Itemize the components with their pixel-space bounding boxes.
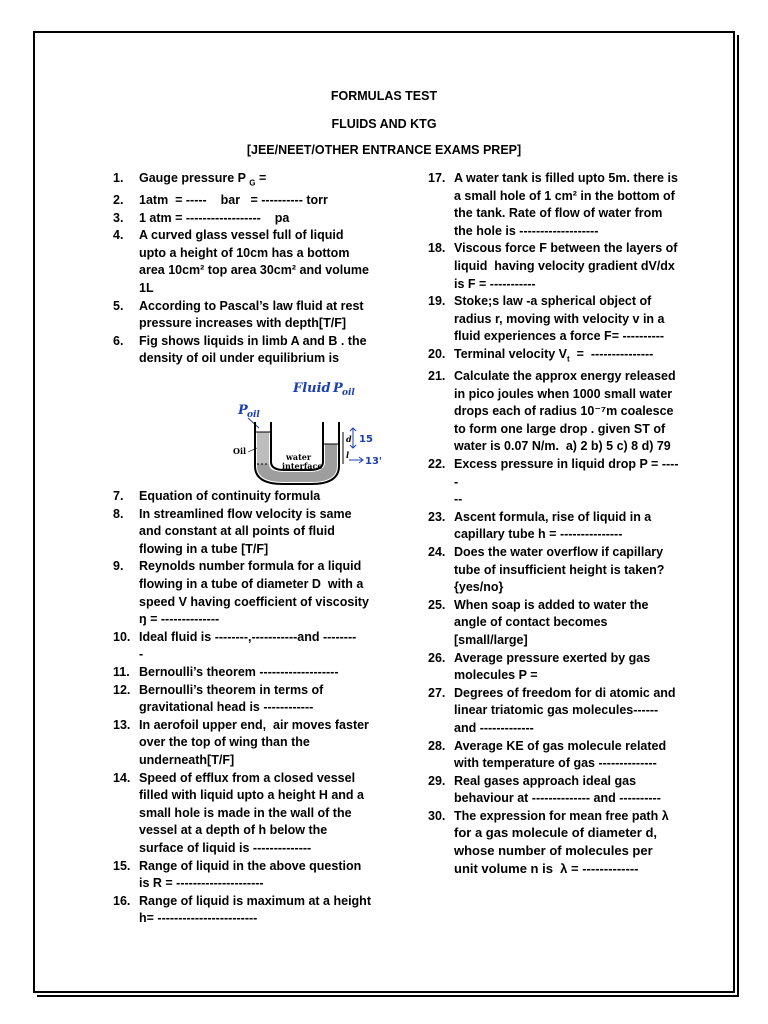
question-28 bbox=[428, 738, 680, 773]
question-4 bbox=[113, 227, 373, 297]
question-number: 10. bbox=[113, 629, 131, 644]
question-29 bbox=[428, 773, 680, 808]
test-subtitle: FLUIDS AND KTG bbox=[331, 117, 437, 131]
question-text: Range of liquid in the above question is R = --------------------- bbox=[139, 858, 365, 891]
question-8 bbox=[113, 506, 373, 559]
question-number: 26. bbox=[428, 650, 446, 665]
question-text: Real gases approach ideal gas behaviour at -------------- and ---------- bbox=[454, 773, 661, 806]
poil-top-sub: oil bbox=[342, 388, 355, 399]
question-text: Viscous force F between the layers of liquid having velocity gradient dV/dx is F = ----------- bbox=[454, 241, 681, 291]
question-number: 16. bbox=[113, 893, 131, 908]
question-18 bbox=[428, 240, 680, 293]
question-text: Bernoulli’s theorem ------------------- bbox=[139, 664, 339, 679]
question-number: 15. bbox=[113, 858, 131, 873]
question-number: 7. bbox=[113, 489, 124, 504]
question-text: Equation of continuity formula bbox=[139, 489, 321, 504]
question-number: 20. bbox=[428, 346, 446, 361]
question-17 bbox=[428, 170, 680, 240]
test-title: FORMULAS TEST bbox=[330, 89, 438, 103]
question-23 bbox=[428, 509, 680, 544]
question-text: Average KE of gas molecule related with temperature of gas -------------- bbox=[454, 738, 670, 771]
question-26 bbox=[428, 650, 680, 685]
question-30-tail: for a gas molecule of diameter d, whose number of molecules per unit volume n is λ = ------------- bbox=[454, 825, 661, 876]
question-20 bbox=[428, 346, 680, 368]
question-text: Range of liquid is maximum at a height h= ------------------------ bbox=[139, 893, 375, 926]
question-number: 19. bbox=[428, 294, 446, 309]
question-24 bbox=[428, 544, 680, 597]
question-number: 25. bbox=[428, 597, 446, 612]
oil-column bbox=[257, 432, 269, 464]
question-19 bbox=[428, 293, 680, 346]
question-text: The expression for mean free path λ for a gas molecule of diameter d, whose number of molecules per unit volume n is λ = ------------- bbox=[454, 808, 669, 876]
question-text: Gauge pressure P $_G$ = bbox=[139, 171, 267, 188]
question-1 bbox=[113, 170, 373, 192]
question-13 bbox=[113, 717, 373, 770]
question-14 bbox=[113, 770, 373, 858]
dim-15-label: 15 bbox=[359, 434, 373, 446]
question-text: A curved glass vessel full of liquid upto a height of 10cm has a bottom area 10cm² top area 30cm² and volume 1L bbox=[139, 228, 373, 296]
question-number: 2. bbox=[113, 193, 124, 208]
water-label: water bbox=[286, 452, 312, 463]
left-question-column bbox=[113, 170, 382, 928]
poil-top-label: P bbox=[333, 381, 343, 397]
question-text: Excess pressure in liquid drop P = ----- -- bbox=[454, 457, 679, 507]
interface-label: interface bbox=[282, 461, 323, 472]
question-number: 5. bbox=[113, 298, 124, 313]
question-text: When soap is added to water the angle of contact becomes [small/large] bbox=[454, 597, 652, 647]
question-text: Bernoulli’s theorem in terms of gravitational head is ------------ bbox=[139, 682, 327, 715]
question-text: In streamlined flow velocity is same and constant at all points of fluid flowing in a tube [T/F] bbox=[139, 506, 356, 556]
question-number: 27. bbox=[428, 685, 446, 700]
question-number: 9. bbox=[113, 559, 124, 574]
question-text: Stoke;s law -a spherical object of radius r, moving with velocity v in a fluid experiences a force F= ---------- bbox=[454, 294, 668, 344]
question-text: Degrees of freedom for di atomic and linear triatomic gas molecules------ and ------------- bbox=[454, 685, 680, 735]
question-15 bbox=[113, 858, 373, 893]
exam-tag: [JEE/NEET/OTHER ENTRANCE EXAMS PREP] bbox=[246, 143, 522, 157]
poil-left-label: P bbox=[238, 403, 248, 419]
question-number: 14. bbox=[113, 770, 131, 785]
question-text: 1atm = ----- bar = ---------- torr bbox=[139, 193, 328, 208]
question-number: 3. bbox=[113, 210, 124, 225]
question-text: Speed of efflux from a closed vessel filled with liquid upto a height H and a small hole is made in the wall of the vessel at a depth of h below the surface of liquid is -------------- bbox=[139, 770, 368, 855]
question-12 bbox=[113, 682, 373, 717]
oil-label: Oil bbox=[233, 446, 247, 457]
question-3 bbox=[113, 210, 373, 228]
poil-left-sub: oil bbox=[247, 410, 260, 421]
question-text: In aerofoil upper end, air moves faster over the top of wing than the underneath[T/F] bbox=[139, 717, 373, 767]
question-text: Calculate the approx energy released in pico joules when 1000 small water drops each of radius 10⁻⁷m coalesce to form one large drop . given ST of water is 0.07 N/m. a) 2 b) 5 c) 8 d) 79 bbox=[454, 369, 680, 454]
question-10 bbox=[113, 629, 373, 664]
d-label: d bbox=[346, 434, 352, 445]
question-number: 8. bbox=[113, 506, 124, 521]
right-question-column bbox=[428, 170, 680, 878]
question-text: 1 atm = ------------------ pa bbox=[139, 210, 290, 225]
question-27 bbox=[428, 685, 680, 738]
question-number: 13. bbox=[113, 717, 131, 732]
question-text: Ideal fluid is --------,-----------and -------- - bbox=[139, 629, 357, 662]
question-number: 28. bbox=[428, 738, 446, 753]
question-number: 30. bbox=[428, 808, 446, 823]
fluid-label: Fluid bbox=[293, 381, 331, 397]
question-30 bbox=[428, 808, 680, 878]
question-text: Ascent formula, rise of liquid in a capillary tube h = --------------- bbox=[454, 509, 655, 542]
question-number: 11. bbox=[113, 664, 130, 679]
dim-13-label: 13' bbox=[365, 456, 382, 468]
question-21 bbox=[428, 368, 680, 456]
question-text: According to Pascal’s law fluid at rest pressure increases with depth[T/F] bbox=[139, 298, 368, 331]
question-number: 4. bbox=[113, 228, 124, 243]
l-label: l bbox=[346, 450, 350, 461]
question-22 bbox=[428, 456, 680, 509]
question-text: Does the water overflow if capillary tube of insufficient height is taken? {yes/no} bbox=[454, 544, 668, 595]
question-text: A water tank is filled upto 5m. there is a small hole of 1 cm² in the bottom of the tank. Rate of flow of water from the hole is ------------------- bbox=[454, 171, 682, 238]
question-number: 18. bbox=[428, 241, 446, 256]
question-number: 29. bbox=[428, 773, 446, 788]
question-number: 23. bbox=[428, 509, 446, 524]
question-11 bbox=[113, 664, 373, 682]
question-text: Terminal velocity $V_t$ = --------------- bbox=[454, 346, 654, 364]
question-number: 1. bbox=[113, 171, 124, 185]
question-9 bbox=[113, 558, 373, 628]
question-number: 22. bbox=[428, 457, 446, 471]
u-tube-diagram bbox=[193, 376, 403, 491]
question-2 bbox=[113, 192, 373, 210]
question-6 bbox=[113, 333, 373, 368]
question-16 bbox=[113, 893, 373, 928]
blue-right-arrow bbox=[349, 457, 363, 463]
question-5 bbox=[113, 298, 373, 333]
question-text: Average pressure exerted by gas molecules P = bbox=[454, 650, 654, 683]
question-25 bbox=[428, 597, 680, 650]
question-number: 17. bbox=[428, 171, 446, 185]
question-number: 6. bbox=[113, 333, 124, 348]
question-number: 24. bbox=[428, 544, 446, 559]
question-text: Reynolds number formula for a liquid flowing in a tube of diameter D with a speed V having coefficient of viscosity ŋ = -------------- bbox=[139, 559, 373, 627]
question-text: Fig shows liquids in limb A and B . the density of oil under equilibrium is bbox=[139, 333, 371, 366]
question-number: 21. bbox=[428, 369, 446, 384]
question-number: 12. bbox=[113, 682, 131, 697]
u-tube-figure bbox=[113, 368, 382, 488]
